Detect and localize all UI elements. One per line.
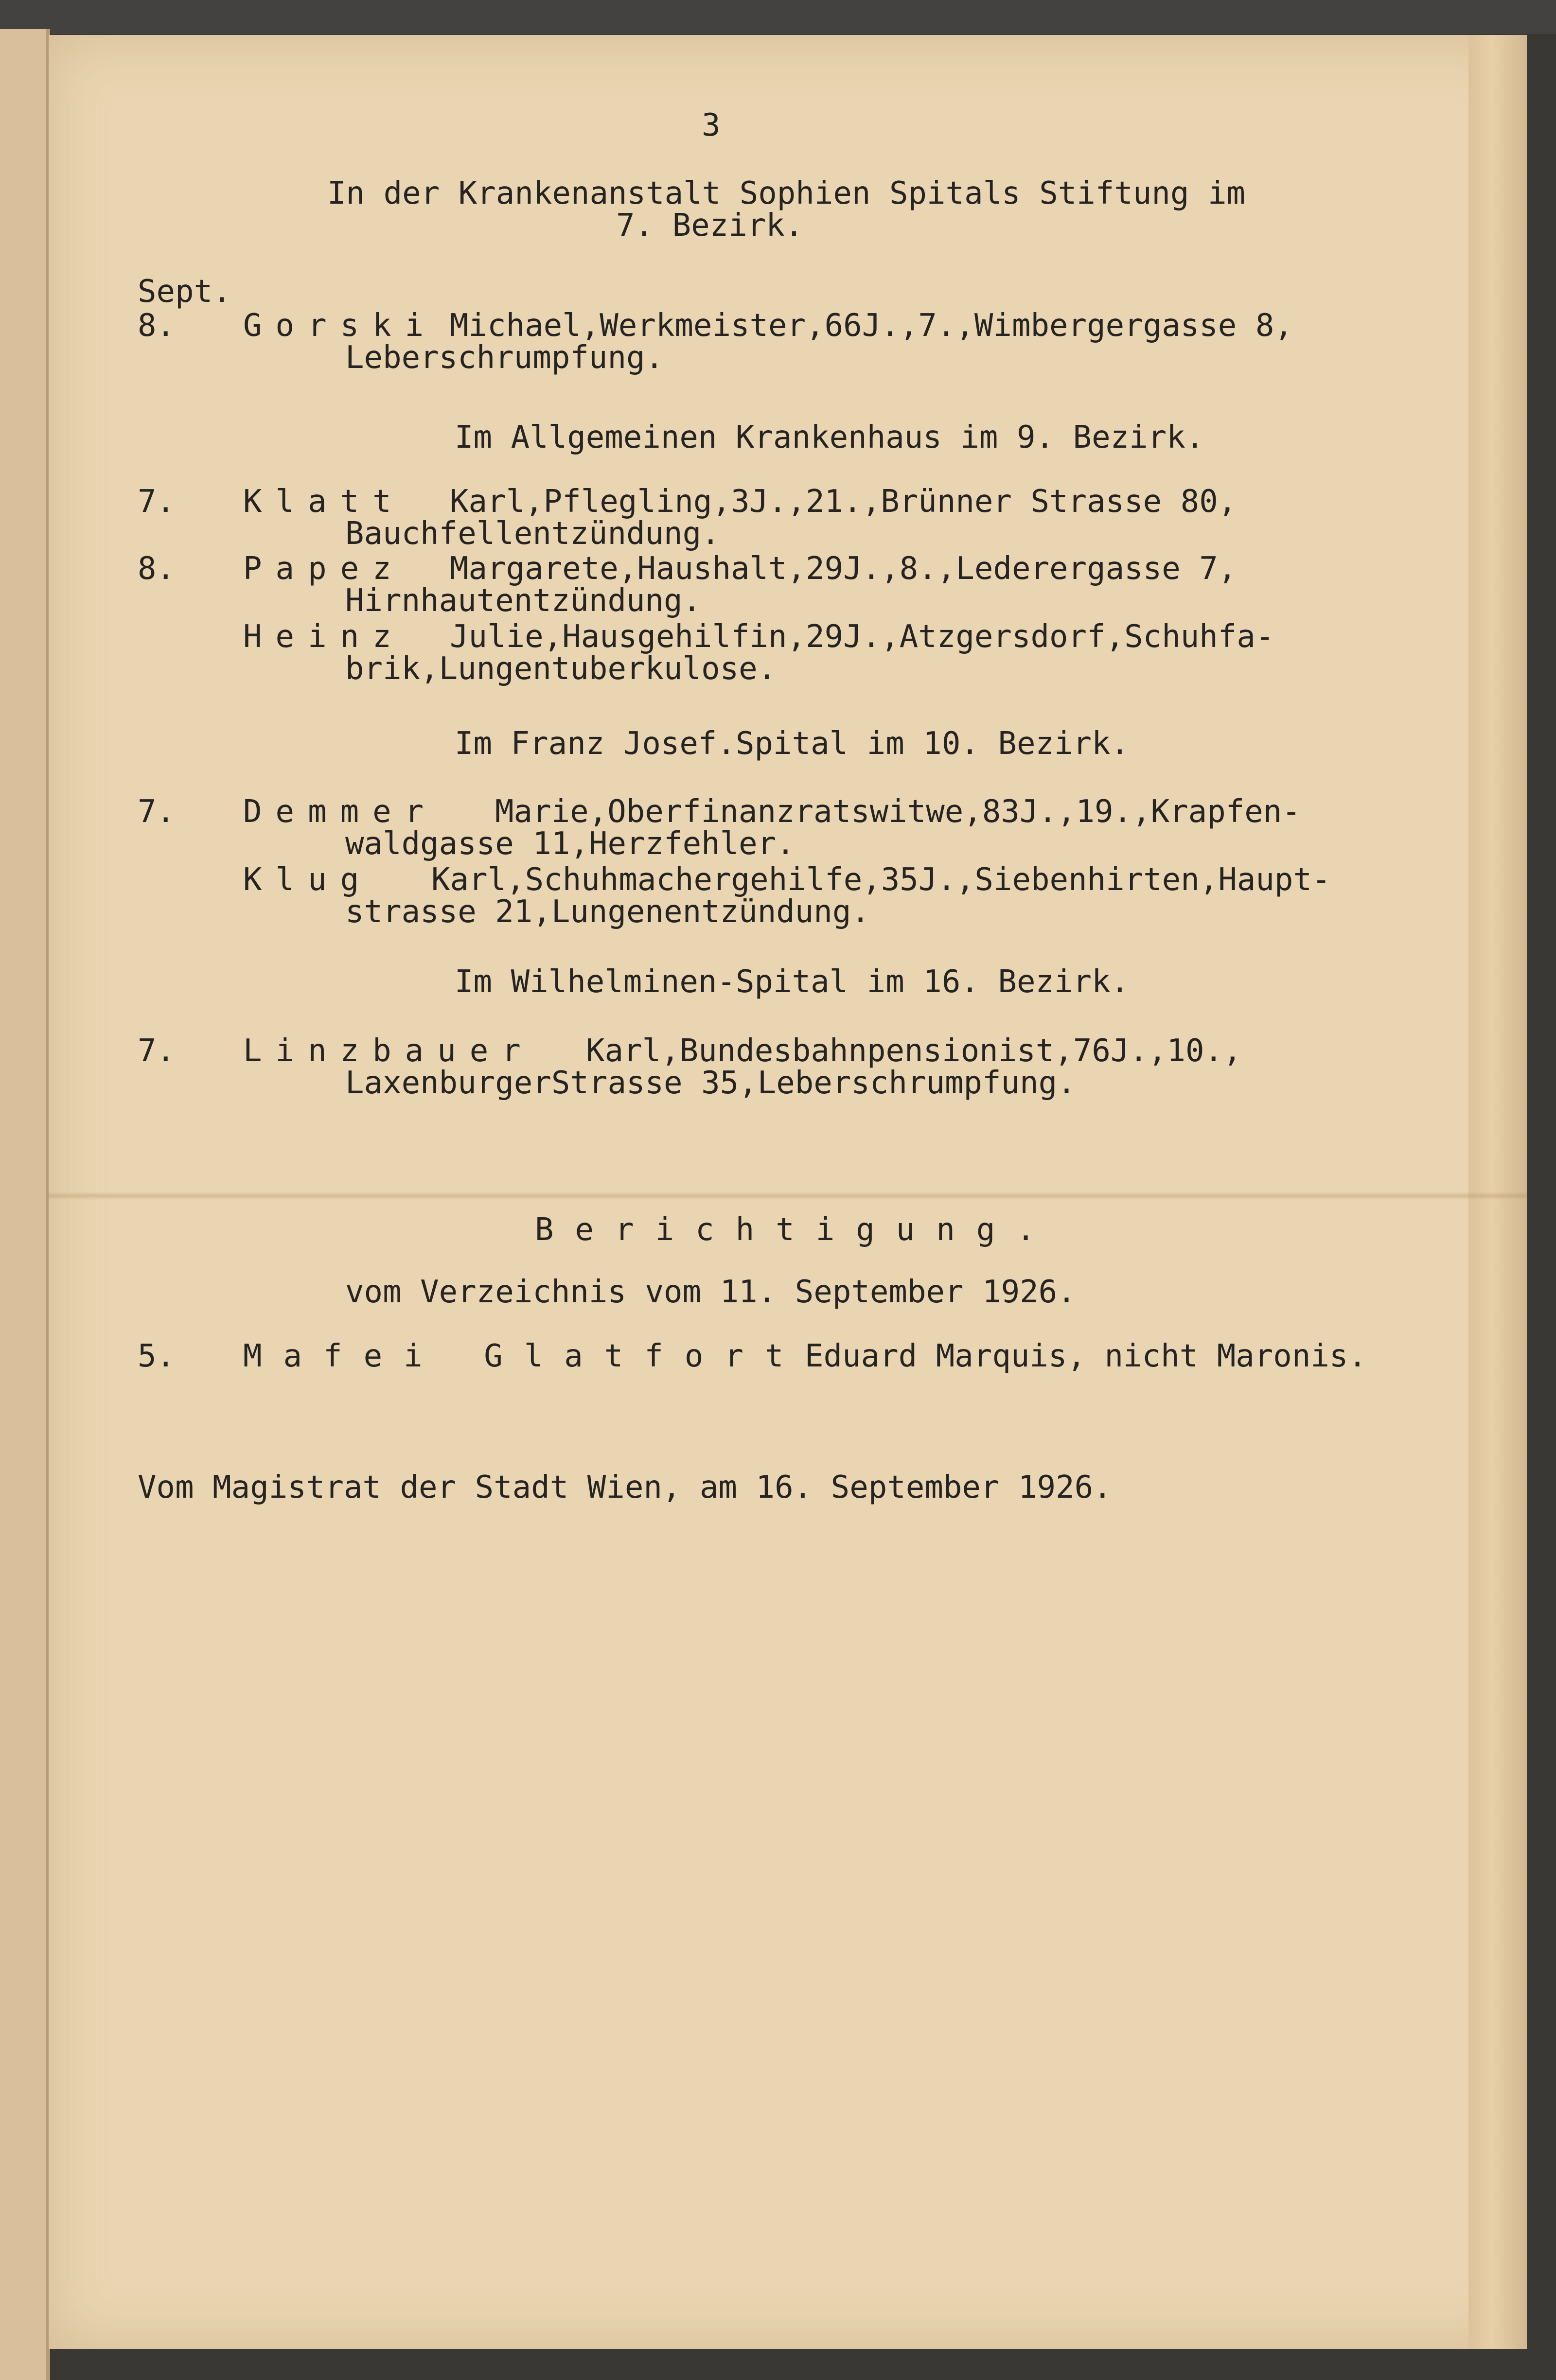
entry-day: 8. (138, 308, 176, 344)
footer-signature-line: Vom Magistrat der Stadt Wien, am 16. September 1926. (138, 1470, 1112, 1505)
entry-cause: Leberschrumpfung. (345, 340, 664, 376)
entry-cause: waldgasse 11,Herzfehler. (345, 826, 795, 862)
entry-details: Karl,Pflegling,3J.,21.,Brünner Strasse 80, (450, 484, 1237, 520)
entry-surname: Gorski (243, 308, 438, 344)
document-page (49, 35, 1527, 2349)
entry-cause: Bauchfellentzündung. (345, 516, 720, 552)
entry-details: Karl,Schuhmachergehilfe,35J.,Siebenhirten,Haupt- (431, 862, 1331, 898)
entry-cause: Hirnhautentzündung. (345, 583, 702, 619)
section-heading-sophien: In der Krankenanstalt Sophien Spitals Stiftung im (327, 175, 1246, 211)
entry-details: Michael,Werkmeister,66J.,7.,Wimbergergasse 8, (450, 308, 1293, 344)
entry-surname: Klatt (243, 484, 405, 520)
entry-cause: LaxenburgerStrasse 35,Leberschrumpfung. (345, 1065, 1076, 1101)
scan-background (0, 0, 1556, 34)
entry-surname: Demmer (243, 794, 438, 830)
correction-number: 5. (138, 1338, 176, 1374)
entry-details: Julie,Hausgehilfin,29J.,Atzgersdorf,Schuhfa- (450, 619, 1274, 655)
correction-title: Berichtigung. (535, 1212, 1057, 1248)
entry-surname: Klug (243, 862, 373, 898)
entry-day: 7. (138, 794, 176, 830)
entry-details: Marie,Oberfinanzratswitwe,83J.,19.,Krapfen- (495, 794, 1301, 830)
entry-day: 8. (138, 551, 176, 587)
month-label: Sept. (138, 274, 231, 310)
entry-day: 7. (138, 484, 176, 520)
section-heading-allgemeines: Im Allgemeinen Krankenhaus im 9. Bezirk. (455, 420, 1204, 455)
entry-cause: strasse 21,Lungenentzündung. (345, 894, 870, 930)
section-heading-wilhelminen: Im Wilhelminen-Spital im 16. Bezirk. (455, 964, 1130, 1000)
book-binding (0, 29, 50, 2380)
correction-subtitle: vom Verzeichnis vom 11. September 1926. (345, 1274, 1076, 1310)
entry-surname: Heinz (243, 619, 405, 655)
entry-cause: brik,Lungentuberkulose. (345, 651, 777, 687)
correction-name: Mafei Glatfort (243, 1338, 805, 1374)
entry-surname: Linzbauer (243, 1033, 534, 1069)
entry-details: Margarete,Haushalt,29J.,8.,Lederergasse 7, (450, 551, 1237, 587)
section-heading-sophien-district: 7. Bezirk. (616, 208, 804, 244)
page-number: 3 (702, 107, 721, 143)
entry-surname: Papez (243, 551, 405, 587)
entry-details: Karl,Bundesbahnpensionist,76J.,10., (586, 1033, 1242, 1069)
correction-text: Eduard Marquis, nicht Maronis. (805, 1338, 1367, 1374)
page-fold (49, 1192, 1527, 1200)
entry-day: 7. (138, 1033, 176, 1069)
section-heading-franz-josef: Im Franz Josef.Spital im 10. Bezirk. (455, 726, 1130, 762)
